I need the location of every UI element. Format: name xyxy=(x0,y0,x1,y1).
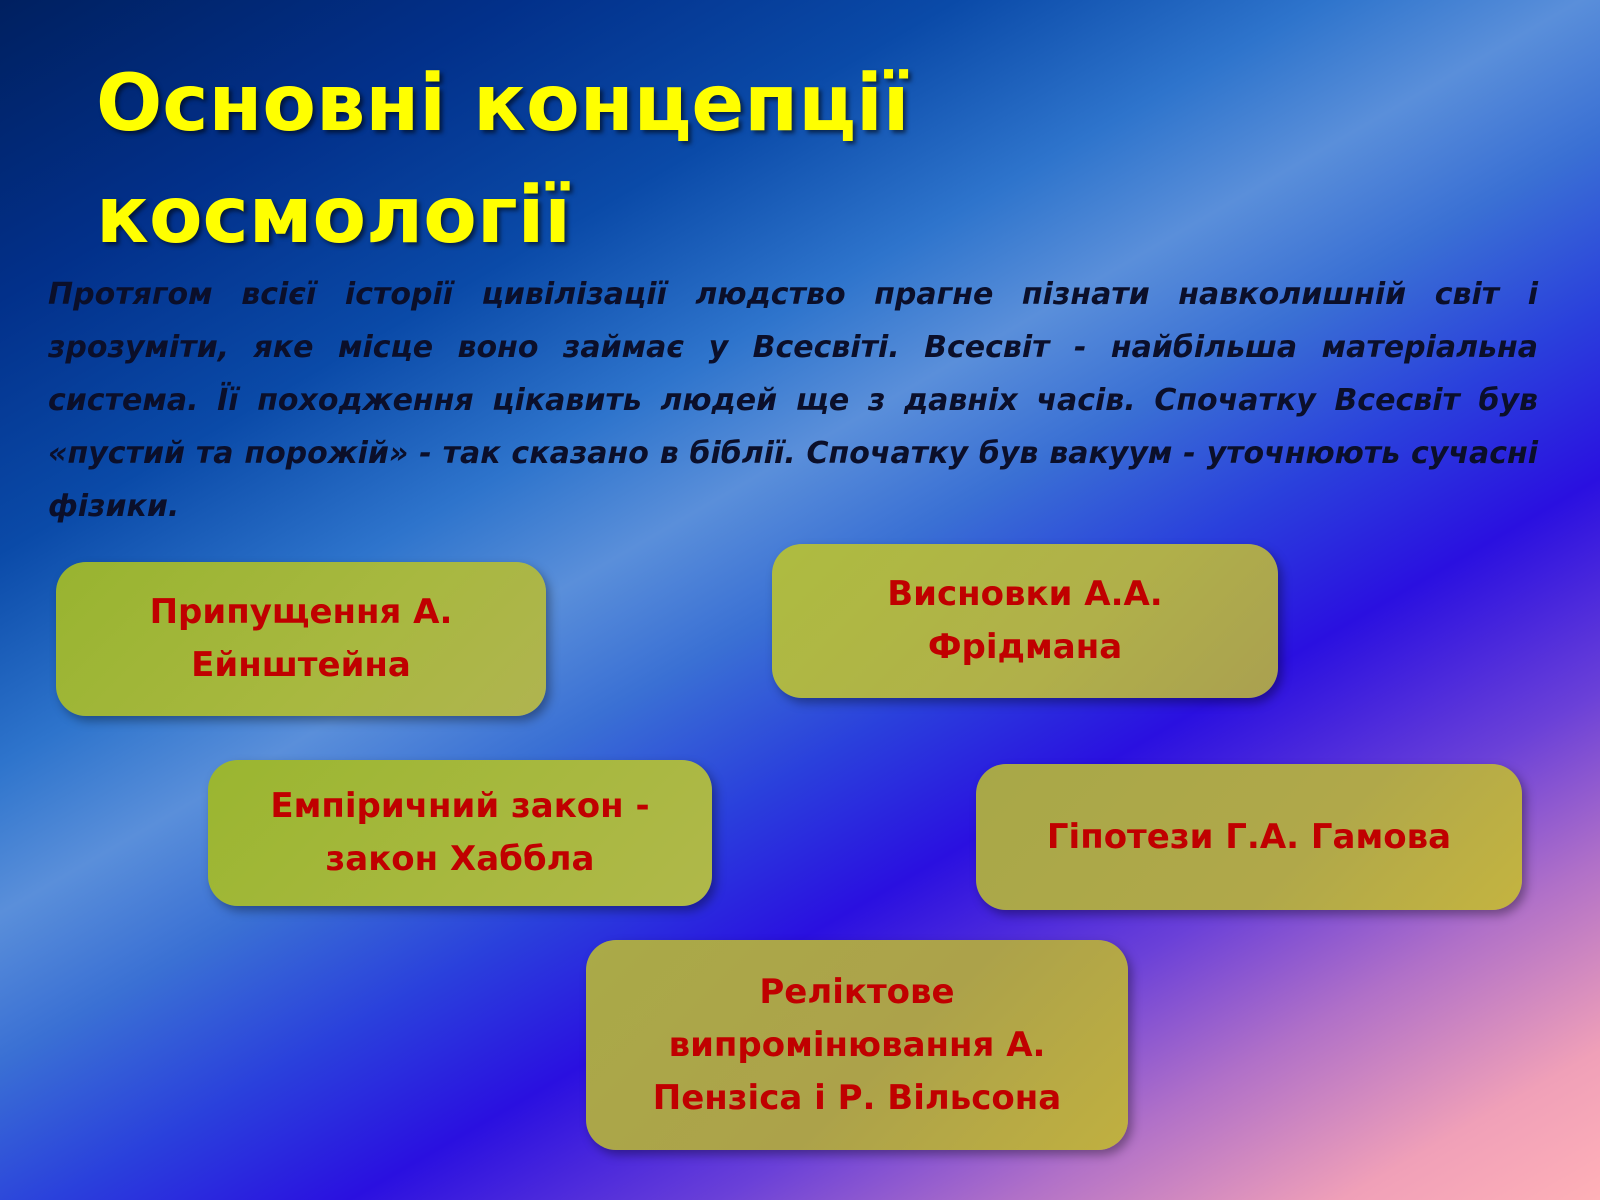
concept-box-einstein[interactable] xyxy=(56,562,546,716)
concept-box-friedmann[interactable] xyxy=(772,544,1278,698)
concept-label: Висновки А.А. Фрідмана xyxy=(887,574,1163,667)
concept-box-hubble[interactable] xyxy=(208,760,712,906)
concept-label: Реліктове випромінювання А. Пензіса і Р. Вільсона xyxy=(652,971,1062,1118)
concept-label: Емпіричний закон - закон Хаббла xyxy=(270,786,650,879)
concept-label: Гіпотези Г.А. Гамова xyxy=(1046,816,1452,857)
intro-paragraph: Протягом всієї історії цивілізації людство прагне пізнати навколишній світ і зрозуміти, яке місце воно займає у Всесвіті. Всесвіт - найбільша матеріальна система. Її походження цікавить людей ще з давніх часів. Спочатку Всесвіт був «пустий та порожій» - так сказано в біблії. Спочатку був вакуум - уточнюють сучасні фізики. xyxy=(48,277,1538,524)
concept-box-gamow[interactable] xyxy=(976,764,1522,910)
concept-box-relic-radiation[interactable] xyxy=(586,940,1128,1150)
slide-title: Основні концепції космології xyxy=(96,59,910,261)
concept-label: Припущення А. Ейнштейна xyxy=(149,592,453,685)
